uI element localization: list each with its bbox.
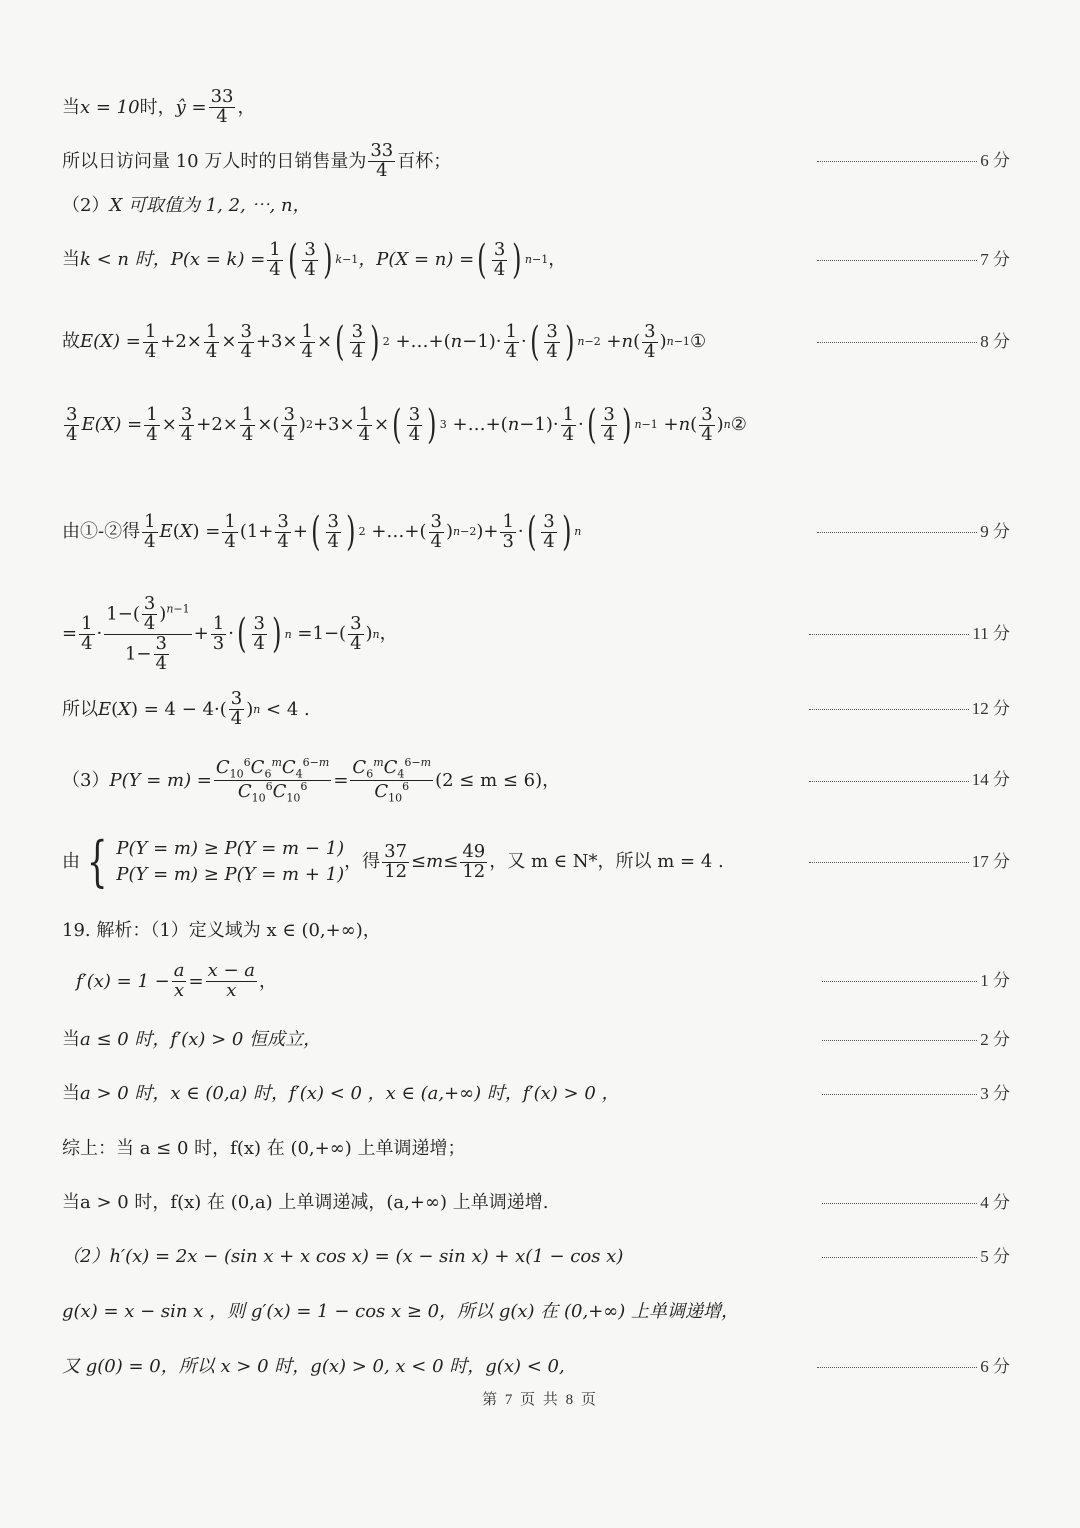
text-dang: 当	[62, 1192, 80, 1213]
frac: $\frac{1}{4}$	[358, 403, 371, 445]
frac: $\frac{1}{4}$	[301, 320, 313, 362]
frac: $\frac{3}{4}$	[543, 510, 555, 552]
text-dang: 当	[62, 96, 80, 118]
score-marker: 12 分	[809, 699, 1010, 719]
score-marker: 6 分	[817, 1357, 1010, 1377]
frac: $\frac{3}{4}$	[304, 238, 316, 280]
frac: $\frac{1}{4}$	[205, 320, 218, 362]
frac: $\frac{3}{4}$	[327, 510, 339, 552]
line-11: 由 { P(Y = m) ≥ P(Y = m − 1) P(Y = m) ≥ P(Y = m + 1) ，得 $\frac{37}{12}$ ≤ m ≤ $\frac{49}{12}$ ，又 m ∈ N*，所以 m = 4 . 17 分	[62, 830, 1010, 893]
math-range: (2 ≤ m ≤ 6)，	[435, 769, 561, 791]
math-fprime: f′(x) = 1 −	[76, 970, 170, 992]
line-10: （3） P(Y = m) = $\frac{C_{10}^6C_6^mC_4^{6-m}}{C_{10}^6C_{10}^6}$ = $\frac{C_6^mC_4^{6-m}}{C_{10}^6}$ (2 ≤ m ≤ 6)， 14 分	[62, 756, 1010, 805]
frac: $\frac{1}{4}$	[81, 612, 93, 654]
text-part2: （2）	[62, 195, 110, 216]
frac: $\frac{1}{4}$	[269, 238, 281, 280]
math-g0: 又 g(0) = 0，所以 x > 0 时，g(x) > 0, x < 0 时，g(x) < 0,	[62, 1356, 565, 1377]
math-pxk: P(x = k) =	[170, 249, 266, 271]
score-marker: 2 分	[822, 1030, 1010, 1050]
text-a-gt-0b: a > 0 时，f(x) 在 (0,a) 上单调递减，(a,+∞) 上单调递增.	[80, 1192, 549, 1213]
frac: $\frac{1}{4}$	[241, 403, 254, 445]
line-9: 所以 E ( X ) = 4 − 4·( $\frac{3}{4}$ ) n < 4 . 12 分	[62, 688, 1010, 729]
score-marker: 5 分	[822, 1247, 1010, 1267]
frac: $\frac{49}{12}$	[462, 840, 486, 882]
frac: $\frac{3}{4}$	[644, 320, 656, 362]
inequality-system	[116, 836, 344, 888]
frac: $\frac{1}{4}$	[146, 403, 158, 445]
line-18	[62, 1246, 1010, 1268]
page-footer: 第 7 页 共 8 页	[482, 1392, 598, 1408]
math-a-gt-0: a > 0 时，x ∈ (0,a) 时，f′(x) < 0 ，x ∈ (a,+∞) 时，f′(x) > 0 ，	[80, 1083, 620, 1104]
line-2	[62, 142, 1010, 181]
frac: $\frac{3}{4}$	[351, 320, 364, 362]
math-pym: P(Y = m) =	[109, 769, 212, 791]
text-suoyi: 所以	[62, 698, 98, 720]
frac: $\frac{x - a}{x}$	[207, 960, 255, 1001]
text-comma: ，	[548, 249, 567, 271]
line-4: 当 k < n 时， P(x = k) = $\frac{1}{4}$ ( $\frac{3}{4}$ ) k−1 ，P(X = n) = ( $\frac{3}{4}$ ) n−1 ， 7 分	[62, 237, 1010, 283]
score-marker: 8 分	[817, 332, 1010, 352]
text-dang: 当	[62, 1029, 80, 1050]
line-14	[62, 1029, 1010, 1051]
text-dang: 当	[62, 249, 80, 271]
frac: $\frac{3}{4}$	[603, 403, 615, 445]
frac: $\frac{C_6^mC_4^{6-m}}{C_{10}^6}$	[352, 756, 432, 805]
frac: $\frac{3}{4}$	[240, 320, 252, 362]
frac: $\frac{3}{4}$	[493, 238, 506, 280]
frac: $\frac{3}{4}$	[283, 403, 295, 445]
line-20	[62, 1356, 1010, 1378]
frac: $\frac{3}{4}$	[701, 403, 713, 445]
text-dang: 当	[62, 1083, 80, 1104]
text-you-m: ，又 m ∈ N*，所以 m = 4 .	[489, 851, 724, 873]
line-8: = $\frac{1}{4}$ · 1−( $\frac{3}{4}$ )$^{n-1}$ 1− $\frac{3}{4}$ + $\frac{1}{3}$ · ( $\frac{3}{4}$ ) n =1−( $\frac{3}{4}$ ) n ， 11 分	[62, 593, 1010, 674]
circled-2: ②	[730, 414, 747, 436]
line-6: $\frac{3}{4}$ E(X) = $\frac{1}{4}$ × $\frac{3}{4}$ +2× $\frac{1}{4}$ ×( $\frac{3}{4}$ ) 2 +3× $\frac{1}{4}$ × ( $\frac{3}{4}$ ) 3 +…+( n −1)· $\frac{1}{4}$ · ( $\frac{3}{4}$ ) n−1 + n ( $\frac{3}{4}$ ) n ②	[66, 402, 747, 448]
math-ex: E(X) =	[80, 331, 141, 353]
text-suoyi-ri: 所以日访问量 10 万人时的日销售量为	[62, 150, 367, 172]
frac: $\frac{33}{4}$	[210, 86, 234, 127]
frac: $\frac{1}{4}$	[224, 510, 236, 552]
text-comma: ，	[237, 96, 256, 118]
text-baibei: 百杯；	[397, 150, 452, 172]
frac: $\frac{C_{10}^6C_6^mC_4^{6-m}}{C_{10}^6C_{10}^6}$	[215, 756, 330, 805]
frac: $\frac{1}{4}$	[562, 403, 575, 445]
text-shi: 时，	[139, 96, 176, 118]
frac: $\frac{3}{4}$	[546, 320, 558, 362]
text-q19: 19. 解析：（1）定义域为 x ∈ (0,+∞)，	[62, 920, 381, 941]
text-part3: （3）	[62, 769, 110, 791]
line-19	[62, 1301, 1010, 1323]
score-marker: 17 分	[809, 852, 1010, 872]
score-marker: 7 分	[817, 250, 1010, 270]
text-gu: 故	[62, 331, 80, 353]
math-k-lt-n: k < n 时，	[80, 249, 171, 271]
frac: $\frac{3}{4}$	[180, 403, 193, 445]
score-marker: 11 分	[809, 624, 1010, 644]
frac: $\frac{3}{4}$	[430, 510, 442, 552]
score-marker: 14 分	[809, 770, 1010, 790]
math-yhat: ŷ =	[175, 96, 207, 118]
frac: $\frac{3}{4}$	[350, 612, 362, 654]
frac: $\frac{3}{4}$	[230, 688, 243, 729]
line-3	[62, 195, 1010, 217]
frac: $\frac{3}{4}$	[253, 612, 265, 654]
text-you12: 由①-②得	[62, 521, 141, 543]
frac: $\frac{37}{12}$	[384, 840, 408, 882]
frac: $\frac{1}{4}$	[144, 510, 156, 552]
frac: $\frac{3}{4}$	[277, 510, 289, 552]
score-marker: 9 分	[817, 522, 1010, 542]
text-zong: 综上：当 a ≤ 0 时，f(x) 在 (0,+∞) 上单调递增；	[62, 1138, 466, 1159]
frac: $\frac{a}{x}$	[173, 960, 185, 1001]
math-hprime: （2）h′(x) = 2x − (sin x + x cos x) = (x − sin x) + x(1 − cos x)	[62, 1246, 624, 1267]
line-13: f′(x) = 1 − $\frac{a}{x}$ = $\frac{x - a}{x}$ ， 1 分	[76, 960, 1010, 1001]
math-x10: x = 10	[80, 96, 140, 118]
line-5: 故 E(X) = $\frac{1}{4}$ +2× $\frac{1}{4}$ × $\frac{3}{4}$ +3× $\frac{1}{4}$ × ( $\frac{3}{4}$ ) 2 +…+( n −1)· $\frac{1}{4}$ · ( $\frac{3}{4}$ ) n−2 + n ( $\frac{3}{4}$ ) n−1 ① 8 分	[62, 319, 1010, 365]
score-marker: 4 分	[822, 1193, 1010, 1213]
score-marker: 1 分	[822, 971, 1010, 991]
score-marker: 3 分	[822, 1084, 1010, 1104]
line-15	[62, 1083, 1010, 1105]
math-gx: g(x) = x − sin x ，则 g′(x) = 1 − cos x ≥ 0，所以 g(x) 在 (0,+∞) 上单调递增，	[62, 1301, 740, 1322]
frac: $\frac{1}{3}$	[502, 510, 514, 552]
frac: $\frac{1}{4}$	[144, 320, 157, 362]
math-a-le-0: a ≤ 0 时，f′(x) > 0 恒成立，	[80, 1029, 322, 1050]
math-ex: E(X) =	[81, 414, 143, 436]
frac: $\frac{1}{3}$	[212, 612, 225, 654]
text-you: 由	[62, 851, 80, 873]
inequality-2: P(Y = m) ≥ P(Y = m + 1)	[116, 864, 345, 885]
frac: $\frac{3}{4}$	[66, 403, 78, 445]
line-7: 由①-②得 $\frac{1}{4}$ E ( X ) = $\frac{1}{4}$ (1+ $\frac{3}{4}$ + ( $\frac{3}{4}$ ) 2 +…+( $\frac{3}{4}$ ) n−2 )+ $\frac{1}{3}$ · ( $\frac{3}{4}$ ) n 9 分	[62, 509, 1010, 555]
score-marker: 6 分	[817, 151, 1010, 171]
frac: $\frac{3}{4}$	[408, 403, 421, 445]
frac: $\frac{33}{4}$	[370, 140, 394, 181]
inequality-1: P(Y = m) ≥ P(Y = m − 1)	[116, 837, 345, 859]
frac: $\frac{1}{4}$	[505, 320, 517, 362]
line-17	[62, 1192, 1010, 1214]
frac: 1−( $\frac{3}{4}$ )$^{n-1}$ 1− $\frac{3}{4}$	[106, 593, 190, 674]
line-1	[62, 88, 1010, 127]
math-pxn: ，P(X = n) =	[358, 249, 475, 271]
circled-1: ①	[689, 331, 707, 353]
text-de: ，得	[344, 851, 381, 873]
math-values: X 可取值为 1, 2, ⋯, n，	[109, 195, 311, 216]
line-12	[62, 920, 1010, 942]
line-16	[62, 1138, 1010, 1160]
